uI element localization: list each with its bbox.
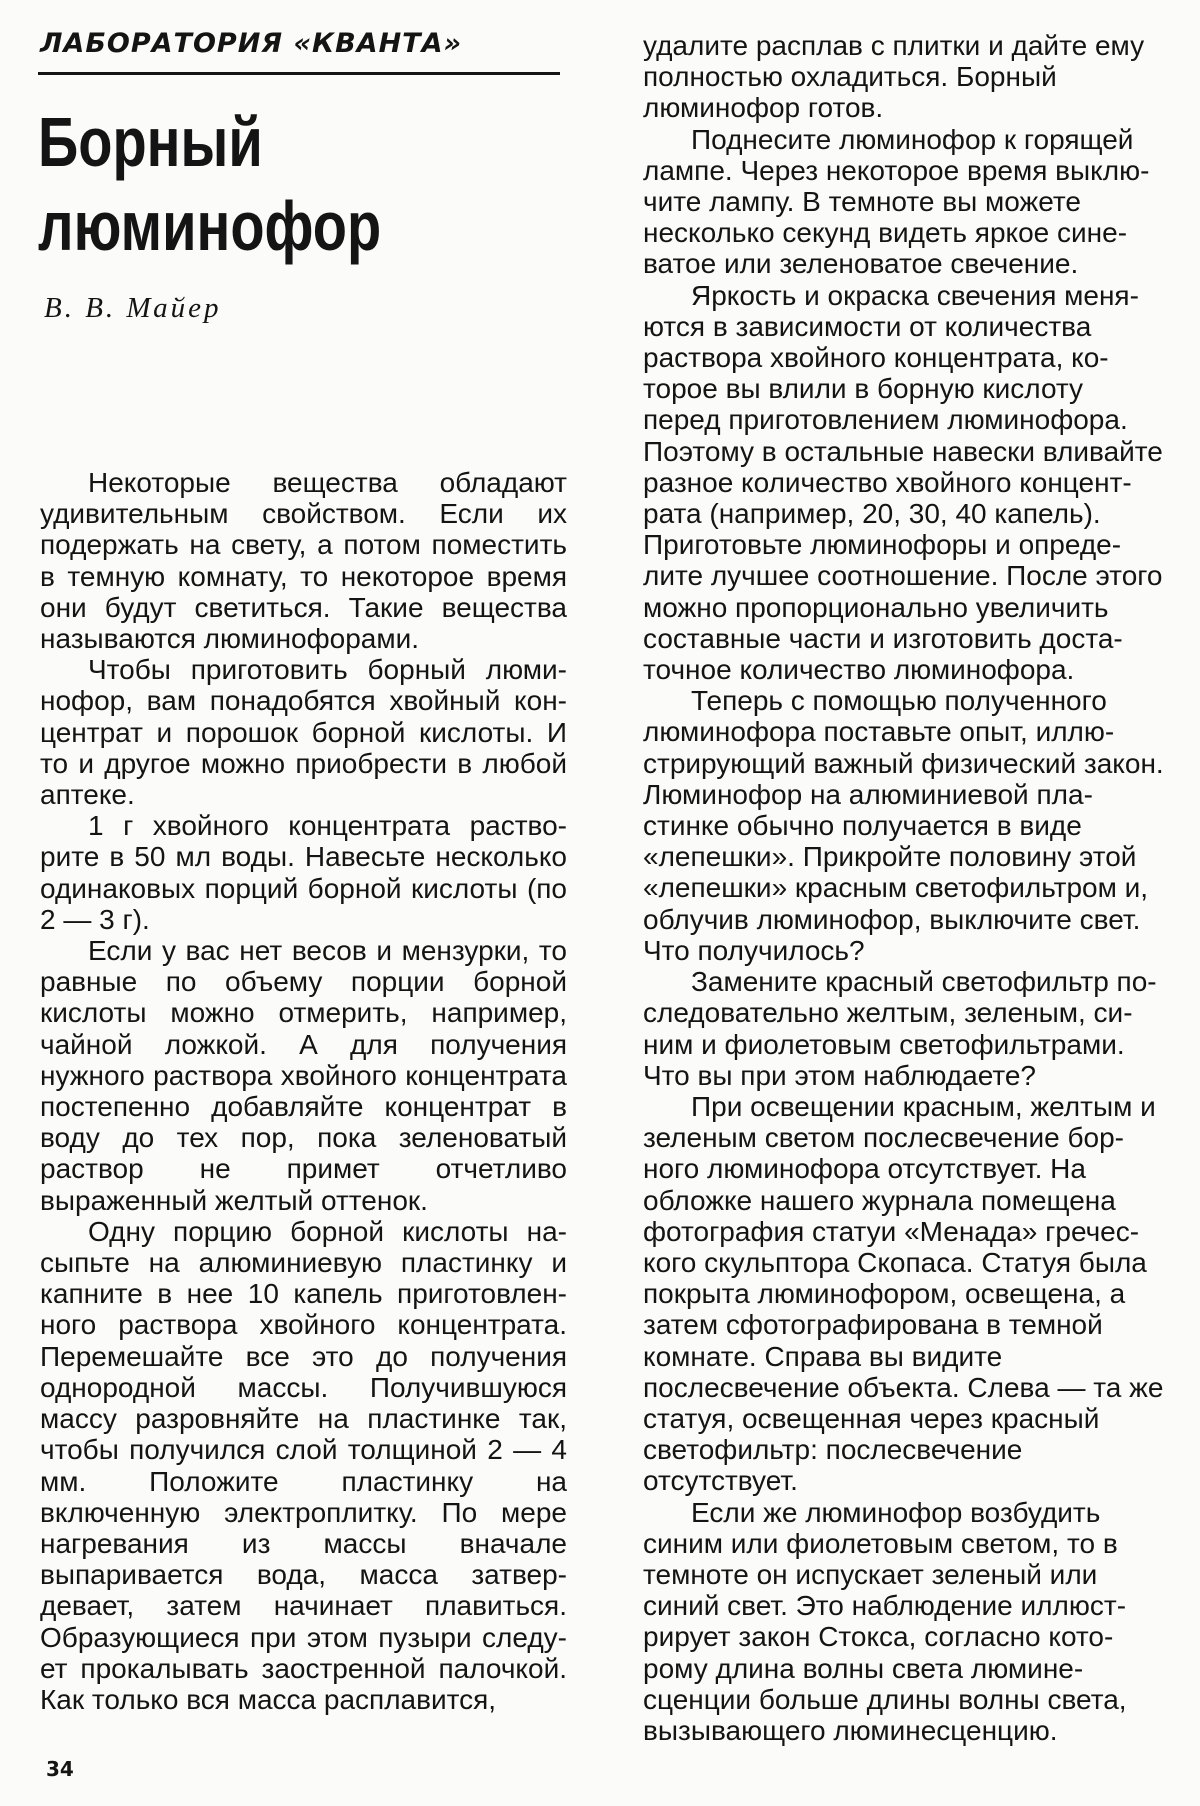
paragraph-continuation: удалите расплав с плитки и дайте ему полностью охладиться. Борный люминофор готов. bbox=[643, 30, 1145, 124]
paragraph: При освещении красным, желтым и зеленым светом послесвечение борного люминофора отсутствует. На обложке нашего журнала помещена фотография статуи «Менада» греческого скульптора Скопаса. Статуя была покрыта люминофором, освещена, а затем сфотографирована в темной комнате. Справа вы видите послесвечение объекта. Слева — та же статуя, освещенная через красный светофильтр: послесвечение отсутствует. bbox=[643, 1090, 1164, 1497]
paragraph: Теперь с помощью полученного люминофора поставьте опыт, иллюстрирующий важный физический закон. Люминофор на алюминиевой пластинке обычно получается в виде «лепешки». Прикройте половину этой «лепешки» красным светофильтром и, облучив люминофор, выключите свет. Что получилось? bbox=[643, 685, 1164, 966]
article-author: В. В. Майер bbox=[44, 292, 222, 324]
paragraph: Одну порцию борной кислоты насыпьте на алюминиевую пластинку и капните в нее 10 капель приготовленного раствора хвойного концентрата. Перемешайте все это до получения однородной массы. Получившуюся массу разровняйте на пластинке так, чтобы получился слой толщиной 2 — 4 мм. Положите пластинку на включенную электроплитку. По мере нагревания из массы вначале выпаривается вода, масса затвердевает, затем начинает плавиться. Образующиеся при этом пузыри следует прокалывать заостренной палочкой. Как только вся масса расплавится, bbox=[40, 1215, 567, 1715]
page-number: 34 bbox=[46, 1757, 74, 1781]
paragraph: Некоторые вещества обладают удивительным свойством. Если их подержать на свету, а потом поместить в темную комнату, то некоторое время они будут светиться. Такие вещества называются люминофорами. bbox=[40, 467, 567, 655]
right-column bbox=[643, 30, 1164, 1746]
title-line: люминофор bbox=[38, 187, 382, 265]
paragraph: Поднесите люминофор к горящей лампе. Через некоторое время выключите лампу. В темноте вы можете несколько секунд видеть яркое синеватое или зеленоватое свечение. bbox=[643, 123, 1150, 280]
left-column bbox=[40, 467, 567, 1715]
paragraph: Замените красный светофильтр последовательно желтым, зеленым, синим и фиолетовым светофильтрами. Что вы при этом наблюдаете? bbox=[643, 966, 1157, 1091]
paragraph: Яркость и окраска свечения меняются в зависимости от количества раствора хвойного концентрата, которое вы влили в борную кислоту перед приготовлением люминофора. Поэтому в остальные навески вливайте разное количество хвойного концентрата (например, 20, 30, 40 капель). Приготовьте люминофоры и определите лучшее соотношение. После этого можно пропорционально увеличить составные части и изготовить достаточное количество люминофора. bbox=[643, 279, 1163, 686]
paragraph: Если у вас нет весов и мензурки, то равные по объему порции борной кислоты можно отмерить, например, чайной ложкой. А для получения нужного раствора хвойного концентрата постепенно добавляйте концентрат в воду до тех пор, пока зеленоватый раствор не примет отчетливо выраженный желтый оттенок. bbox=[40, 935, 567, 1216]
paragraph: Чтобы приготовить борный люминофор, вам понадобятся хвойный концентрат и порошок борной кислоты. И то и другое можно приобрести в любой аптеке. bbox=[40, 654, 567, 811]
title-line: Борный bbox=[38, 103, 263, 181]
paragraph: 1 г хвойного концентрата растворите в 50 мл воды. Навесьте несколько одинаковых порций борной кислоты (по 2 — 3 г). bbox=[40, 810, 567, 935]
paragraph: Если же люминофор возбудить синим или фиолетовым светом, то в темноте он испускает зеленый или синий свет. Это наблюдение иллюстрирует закон Стокса, согласно которому длина волны света люминесценции больше длины волны света, вызывающего люминесценцию. bbox=[643, 1496, 1127, 1746]
article-title bbox=[38, 100, 381, 268]
header-rule bbox=[38, 72, 560, 75]
section-rubric: ЛАБОРАТОРИЯ «КВАНТА» bbox=[40, 28, 463, 59]
